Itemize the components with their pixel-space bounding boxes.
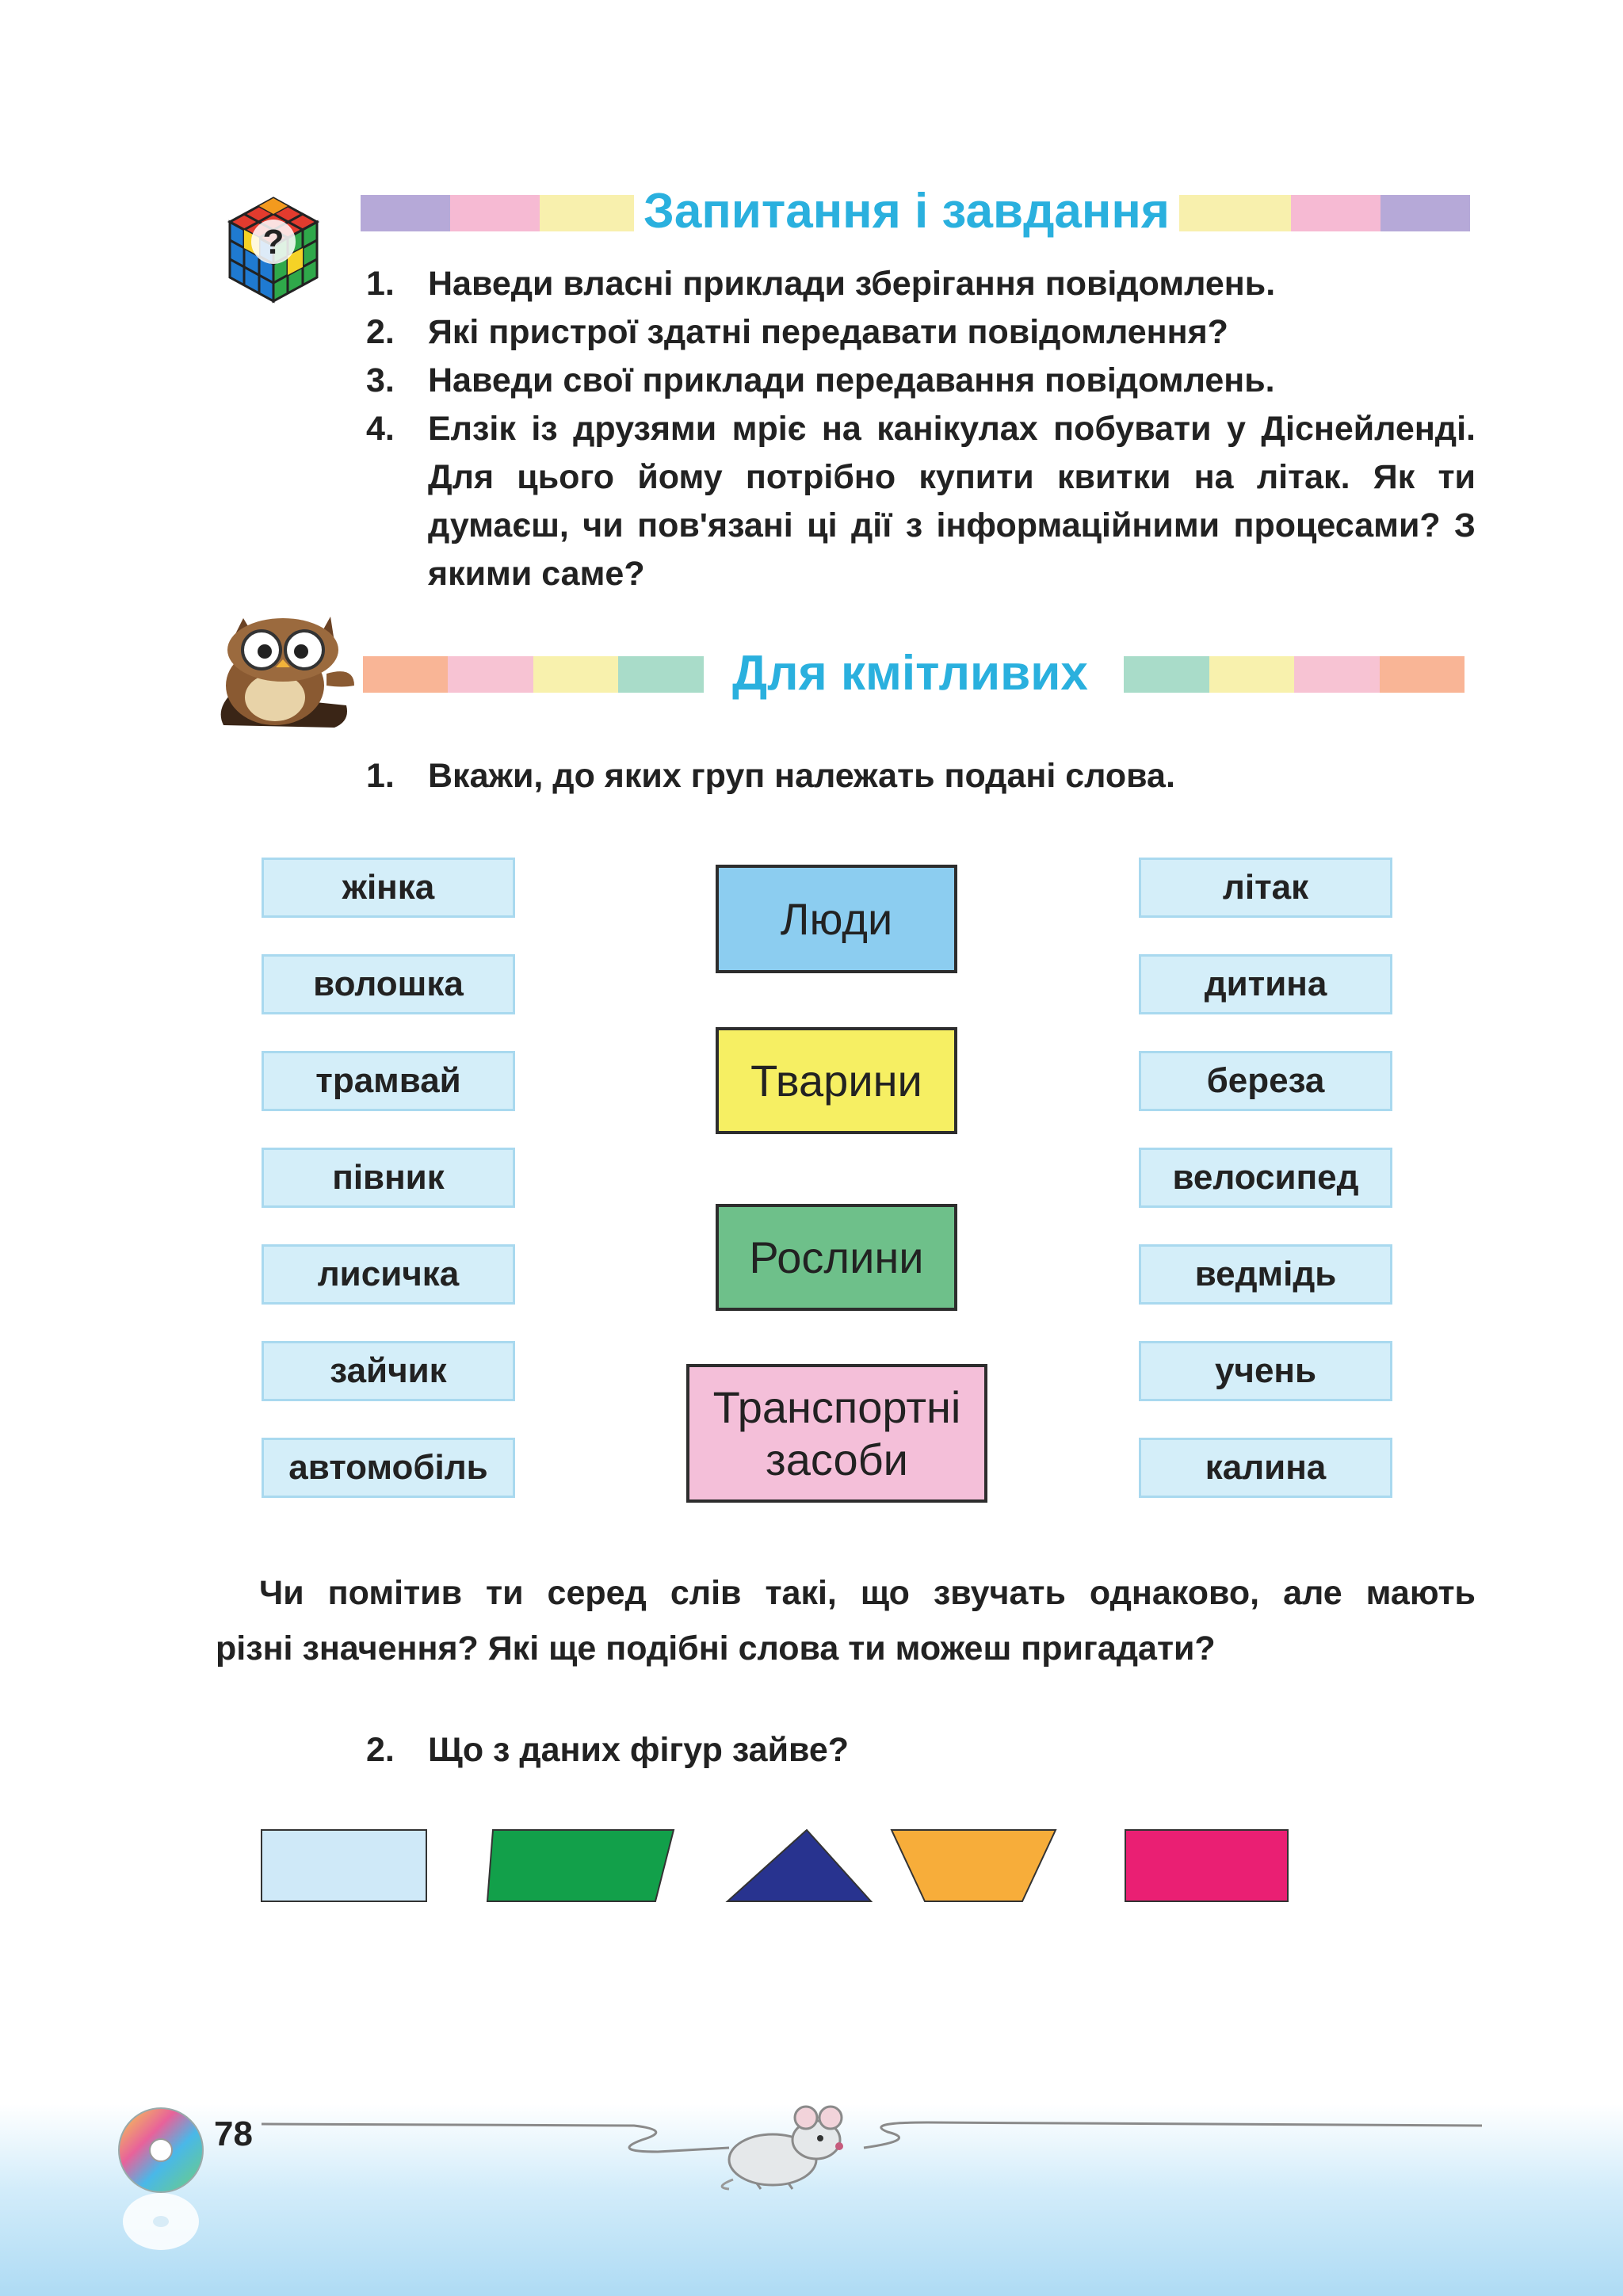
section-title-smart: Для кмітливих xyxy=(732,646,1088,701)
task-2 xyxy=(366,1731,849,1770)
word-card[interactable]: зайчик xyxy=(262,1341,515,1401)
bar-segment xyxy=(448,656,533,693)
list-item xyxy=(366,260,1476,308)
word-card[interactable]: лисичка xyxy=(262,1244,515,1305)
group-transport[interactable]: Транспортні засоби xyxy=(686,1364,987,1503)
bar-segment xyxy=(1380,656,1465,693)
bar-segment xyxy=(1291,195,1381,231)
cd-disc-icon xyxy=(117,2104,204,2263)
word-card[interactable]: автомобіль xyxy=(262,1438,515,1498)
item-text: Елзік із друзями мріє на канікулах побувати у Діснейленді. Для цього йому потрібно купити квитки на літак. Як ти думаєш, чи пов'язані ці дії з інформаційними процесами? З якими саме? xyxy=(428,410,1476,593)
word-card[interactable]: велосипед xyxy=(1139,1148,1392,1208)
blue-triangle-shape[interactable] xyxy=(727,1830,871,1901)
item-number: 1. xyxy=(366,265,395,303)
bar-segment xyxy=(618,656,703,693)
paragraph-line: Чи помітив ти серед слів такі, що звучать однаково, але мають xyxy=(259,1574,1476,1612)
bar-segment xyxy=(533,656,618,693)
word-card[interactable]: літак xyxy=(1139,858,1392,918)
orange-trapezoid-shape[interactable] xyxy=(892,1830,1056,1901)
word-card[interactable]: ведмідь xyxy=(1139,1244,1392,1305)
word-card[interactable]: жінка xyxy=(262,858,515,918)
bar-segment xyxy=(361,195,450,231)
word-card[interactable]: волошка xyxy=(262,954,515,1014)
owl-icon xyxy=(208,610,358,729)
word-card[interactable]: півник xyxy=(262,1148,515,1208)
item-text: Наведи свої приклади передавання повідомлень. xyxy=(428,361,1275,399)
questions-list xyxy=(366,260,1476,598)
task-number: 1. xyxy=(366,757,395,795)
question-paragraph xyxy=(216,1565,1476,1676)
item-text: Які пристрої здатні передавати повідомлення? xyxy=(428,313,1228,351)
task-number: 2. xyxy=(366,1731,395,1769)
task-text: Вкажи, до яких груп належать подані слова. xyxy=(428,757,1175,795)
footer-line-decoration xyxy=(262,2108,1498,2203)
group-plants[interactable]: Рослини xyxy=(716,1204,957,1311)
rubiks-cube-question-icon xyxy=(222,194,325,305)
bar-segment xyxy=(1209,656,1294,693)
bar-segment xyxy=(1381,195,1470,231)
green-parallelogram-shape[interactable] xyxy=(487,1830,674,1901)
svg-text:?: ? xyxy=(262,223,285,262)
bar-segment xyxy=(450,195,540,231)
page-number: 78 xyxy=(214,2115,253,2153)
item-number: 4. xyxy=(366,410,395,448)
task-1 xyxy=(366,757,1175,796)
bar-segment xyxy=(363,656,448,693)
mouse-icon xyxy=(717,2100,868,2191)
word-card[interactable]: дитина xyxy=(1139,954,1392,1014)
item-text: Наведи власні приклади зберігання повідомлень. xyxy=(428,265,1276,303)
group-people[interactable]: Люди xyxy=(716,865,957,973)
list-item xyxy=(366,405,1476,598)
item-number: 2. xyxy=(366,313,395,351)
paragraph-line: різні значення? Які ще подібні слова ти можеш пригадати? xyxy=(216,1629,1216,1668)
list-item xyxy=(366,357,1476,405)
pink-rectangle-shape[interactable] xyxy=(1125,1830,1288,1901)
group-animals[interactable]: Тварини xyxy=(716,1027,957,1134)
word-card[interactable]: калина xyxy=(1139,1438,1392,1498)
list-item xyxy=(366,308,1476,357)
bar-segment xyxy=(1294,656,1379,693)
task-text: Що з даних фігур зайве? xyxy=(428,1731,850,1769)
light-blue-rectangle-shape[interactable] xyxy=(262,1830,426,1901)
bar-segment xyxy=(1124,656,1209,693)
word-card[interactable]: береза xyxy=(1139,1051,1392,1111)
word-card[interactable]: учень xyxy=(1139,1341,1392,1401)
section-title-questions: Запитання і завдання xyxy=(634,184,1179,239)
item-number: 3. xyxy=(366,361,395,399)
shapes-row xyxy=(254,1823,1300,1910)
word-card[interactable]: трамвай xyxy=(262,1051,515,1111)
